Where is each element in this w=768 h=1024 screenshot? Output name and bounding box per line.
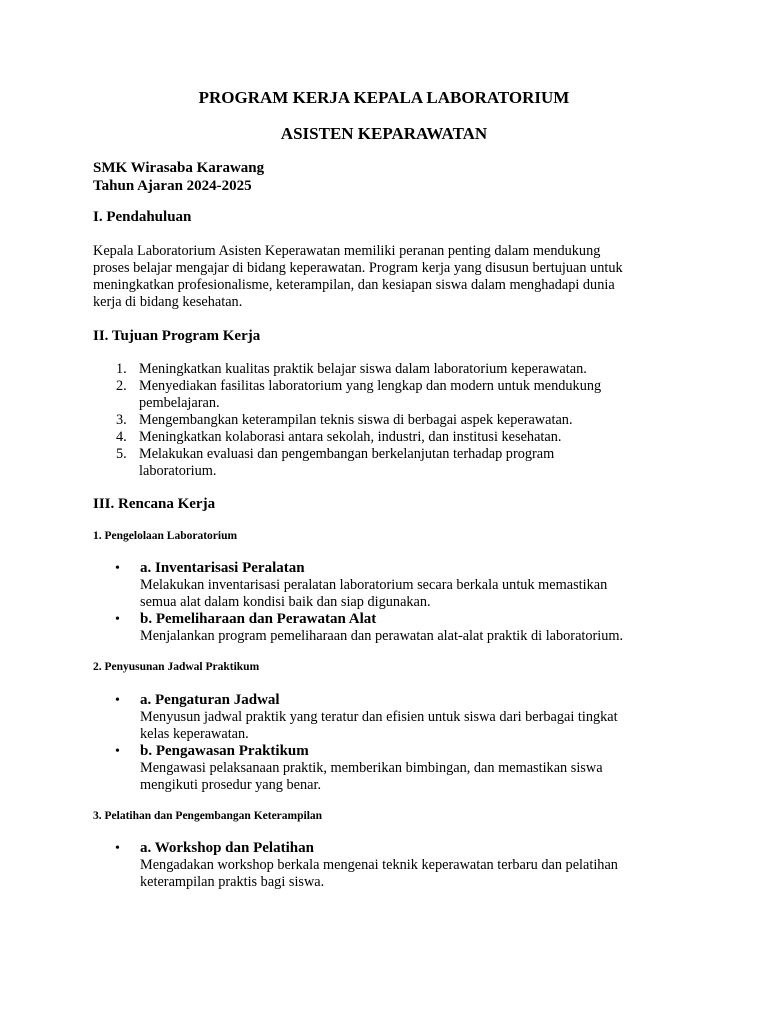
plan-item	[93, 560, 675, 611]
section-heading-plan: III. Rencana Kerja	[93, 496, 216, 512]
plan-item-desc	[140, 577, 675, 611]
goal-text: pembelajaran.	[139, 395, 220, 411]
subsection-heading: 3. Pelatihan dan Pengembangan Keterampilan	[93, 810, 323, 822]
subsection-heading: 1. Pengelolaan Laboratorium	[93, 530, 238, 542]
goal-number: 2.	[116, 378, 127, 394]
goal-item	[93, 378, 675, 412]
intro-line: kerja di bidang kesehatan.	[93, 294, 243, 310]
goal-text: Menyediakan fasilitas laboratorium yang lengkap dan modern untuk mendukung	[139, 378, 602, 394]
plan-item-title: a. Inventarisasi Peralatan	[140, 560, 305, 576]
document-title: PROGRAM KERJA KEPALA LABORATORIUM	[198, 88, 570, 107]
plan-item-desc	[140, 760, 675, 794]
intro-line: meningkatkan profesionalisme, keterampilan, dan kesiapan siswa dalam menghadapi dunia	[93, 277, 615, 293]
intro-line: Kepala Laboratorium Asisten Keperawatan memiliki peranan penting dalam mendukung	[93, 243, 601, 259]
bullet-icon: •	[115, 841, 120, 856]
academic-year: Tahun Ajaran 2024-2025	[93, 178, 252, 194]
intro-line: proses belajar mengajar di bidang keperawatan. Program kerja yang disusun bertujuan untuk	[93, 260, 623, 276]
plan-item-list	[93, 840, 675, 891]
bullet-icon: •	[115, 744, 120, 759]
plan-item-list	[93, 560, 675, 645]
plan-item-line: kelas keperawatan.	[140, 726, 249, 742]
plan-item-line: Menyusun jadwal praktik yang teratur dan efisien untuk siswa dari berbagai tingkat	[140, 709, 618, 725]
goal-number: 4.	[116, 429, 127, 445]
plan-item-line: Melakukan inventarisasi peralatan laboratorium secara berkala untuk memastikan	[140, 577, 608, 593]
plan-item	[93, 611, 675, 645]
goal-item	[93, 429, 675, 446]
goal-text: laboratorium.	[139, 463, 217, 479]
goal-number: 1.	[116, 361, 127, 377]
plan-item-desc	[140, 709, 675, 743]
bullet-icon: •	[115, 561, 120, 576]
plan-item-line: keterampilan praktis bagi siswa.	[140, 874, 325, 890]
section-heading-goals: II. Tujuan Program Kerja	[93, 328, 261, 344]
plan-item-line: Mengawasi pelaksanaan praktik, memberikan bimbingan, dan memastikan siswa	[140, 760, 603, 776]
goals-list	[93, 361, 675, 480]
goal-number: 5.	[116, 446, 127, 462]
plan-item-list	[93, 692, 675, 794]
plan-item-desc	[140, 857, 675, 891]
document-subtitle: ASISTEN KEPARAWATAN	[280, 124, 488, 143]
plan-item-line: semua alat dalam kondisi baik dan siap digunakan.	[140, 594, 431, 610]
plan-item-line: Mengadakan workshop berkala mengenai teknik keperawatan terbaru dan pelatihan	[140, 857, 618, 873]
bullet-icon: •	[115, 612, 120, 627]
plan-item-title: b. Pemeliharaan dan Perawatan Alat	[140, 611, 377, 627]
subsection-heading: 2. Penyusunan Jadwal Praktikum	[93, 661, 260, 673]
bullet-icon: •	[115, 693, 120, 708]
goal-text: Meningkatkan kolaborasi antara sekolah, industri, dan institusi kesehatan.	[139, 429, 562, 445]
section-heading-intro: I. Pendahuluan	[93, 209, 192, 225]
plan-item-title: a. Workshop dan Pelatihan	[140, 840, 314, 856]
plan-item	[93, 692, 675, 743]
school-info	[93, 159, 264, 195]
goal-text: Meningkatkan kualitas praktik belajar siswa dalam laboratorium keperawatan.	[139, 361, 587, 377]
intro-paragraph	[93, 243, 675, 311]
school-name: SMK Wirasaba Karawang	[93, 160, 265, 176]
plan-item-desc	[140, 628, 675, 645]
goal-item	[93, 446, 675, 480]
goal-text: Melakukan evaluasi dan pengembangan berkelanjutan terhadap program	[139, 446, 555, 462]
plan-item-line: mengikuti prosedur yang benar.	[140, 777, 322, 793]
goal-item	[93, 361, 675, 378]
goal-number: 3.	[116, 412, 127, 428]
goal-text: Mengembangkan keterampilan teknis siswa di berbagai aspek keperawatan.	[139, 412, 573, 428]
plan-item-title: a. Pengaturan Jadwal	[140, 692, 280, 708]
goal-item	[93, 412, 675, 429]
plan-item	[93, 743, 675, 794]
plan-item	[93, 840, 675, 891]
plan-item-title: b. Pengawasan Praktikum	[140, 743, 309, 759]
plan-item-line: Menjalankan program pemeliharaan dan perawatan alat-alat praktik di laboratorium.	[140, 628, 624, 644]
